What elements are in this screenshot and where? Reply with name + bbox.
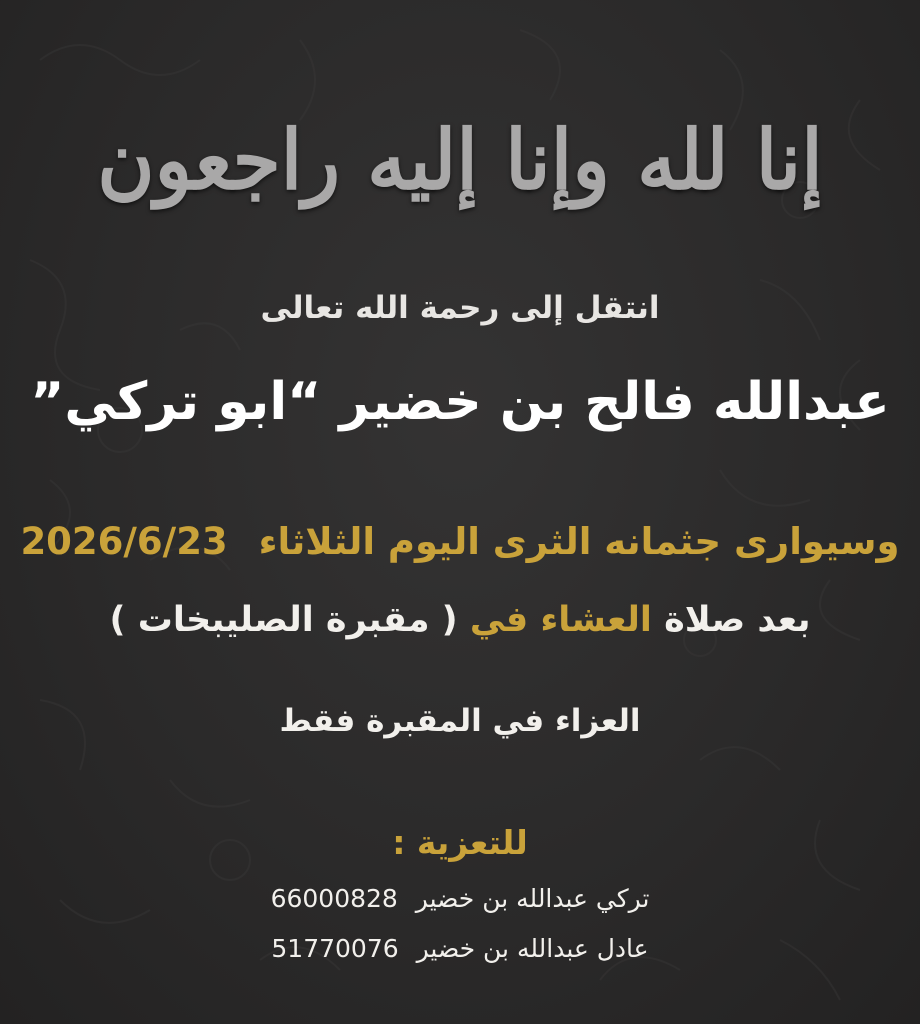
contact-row — [0, 884, 920, 913]
burial-line — [0, 520, 920, 563]
intro-line: انتقل إلى رحمة الله تعالى — [260, 290, 660, 326]
prayer-part2: العشاء — [540, 600, 652, 640]
condolence-title: للتعزية : — [392, 823, 528, 862]
prayer-part3: في — [469, 600, 529, 640]
prayer-line — [0, 600, 920, 640]
calligraphy-text: إنا لله وإنا إليه راجعون — [97, 112, 823, 208]
calligraphy-verse — [97, 95, 823, 225]
contact-phone: 51770076 — [271, 934, 399, 963]
contact-name: تركي عبدالله بن خضير — [415, 884, 650, 913]
condolence-note: العزاء في المقبرة فقط — [279, 703, 641, 739]
contact-phone: 66000828 — [270, 884, 398, 913]
deceased-name: عبدالله فالح بن خضير “ابو تركي” — [30, 372, 890, 432]
burial-text: وسيوارى جثمانه الثرى اليوم الثلاثاء — [258, 520, 900, 563]
contact-name: عادل عبدالله بن خضير — [416, 934, 649, 963]
prayer-part1: بعد صلاة — [664, 600, 811, 640]
contact-row — [0, 934, 920, 963]
prayer-part4: ( مقبرة الصليبخات ) — [109, 600, 458, 640]
burial-date: 2026/6/23 — [20, 520, 228, 563]
